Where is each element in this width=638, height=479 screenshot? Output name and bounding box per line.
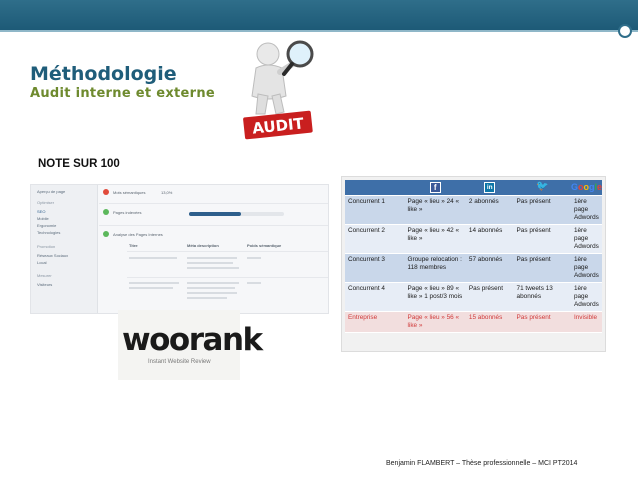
sidebar-item[interactable]: SEO (37, 209, 46, 214)
slide-title: Méthodologie (30, 63, 177, 85)
linkedin-value: Pas présent (466, 283, 514, 312)
status-ok-icon (103, 231, 109, 237)
audit-badge-text: AUDIT (251, 114, 305, 138)
table-cell (187, 282, 239, 284)
sidebar-item[interactable]: Réseaux Sociaux (37, 253, 69, 258)
twitter-icon: 🐦 (536, 181, 549, 193)
google-value: 1ère page Adwords (571, 283, 602, 312)
table-row (345, 196, 602, 225)
woorank-sidebar (31, 185, 98, 313)
indexed-progress-fill (189, 212, 241, 216)
sidebar-item[interactable]: Visiteurs (37, 282, 53, 287)
header-blank-cell (345, 180, 405, 196)
table-cell (129, 287, 173, 289)
twitter-value: Pas présent (514, 312, 571, 333)
google-value: 1ère page Adwords (571, 225, 602, 254)
table-cell (129, 282, 179, 284)
facebook-value: Page « lieu » 56 « like » (405, 312, 466, 333)
woorank-logo: woorank (122, 322, 262, 358)
woorank-main-panel (99, 185, 328, 313)
linkedin-icon: in (484, 182, 495, 193)
col-header: Titre (129, 243, 138, 248)
company-name: Entreprise (345, 312, 405, 333)
table-cell (187, 292, 237, 294)
col-header: Poids sémantique (247, 243, 282, 248)
sidebar-item[interactable]: Ergonomie (37, 223, 57, 228)
table-cell (129, 257, 177, 259)
audit-figure-illustration (238, 34, 318, 144)
google-value: 1ère page Adwords (571, 196, 602, 225)
facebook-value: Page « lieu » 89 « like » 1 post/3 mois (405, 283, 466, 312)
indexed-progress-bar (189, 212, 284, 216)
facebook-value: Page « lieu » 24 « like » (405, 196, 466, 225)
linkedin-value: 14 abonnés (466, 225, 514, 254)
competitor-comparison-table (341, 176, 606, 352)
row-divider (99, 225, 328, 226)
row-divider (127, 251, 328, 252)
sidebar-item[interactable]: Mobile (37, 216, 49, 221)
linkedin-value: 2 abonnés (466, 196, 514, 225)
check-label: Analyse des Pages Internes (113, 232, 163, 237)
competitor-name: Concurrent 3 (345, 254, 405, 283)
check-label: Mots sémantiques (113, 190, 146, 195)
facebook-value: Page « lieu » 42 « like » (405, 225, 466, 254)
table-cell (187, 267, 239, 269)
twitter-value: Pas présent (514, 225, 571, 254)
google-value: 1ère page Adwords (571, 254, 602, 283)
google-icon: Google (570, 181, 602, 192)
header-google (571, 180, 602, 196)
sidebar-item[interactable]: Aperçu de page (37, 189, 66, 194)
table-row (345, 254, 602, 283)
table-row-highlight (345, 312, 602, 333)
twitter-value: Pas présent (514, 254, 571, 283)
note-label: NOTE SUR 100 (38, 158, 120, 170)
sidebar-section: Optimiser (37, 200, 55, 205)
col-header: Méta description (187, 243, 219, 248)
table-cell (247, 257, 261, 259)
table-cell (247, 282, 261, 284)
woorank-tagline: Instant Website Review (148, 359, 211, 365)
check-score: 13,0% (161, 190, 173, 195)
header-twitter (514, 180, 571, 196)
table-cell (187, 262, 233, 264)
table-header-row (345, 180, 602, 196)
facebook-icon: f (430, 182, 441, 193)
sidebar-item[interactable]: Technologies (37, 230, 61, 235)
top-banner (0, 0, 638, 30)
twitter-value: Pas présent (514, 196, 571, 225)
sidebar-item[interactable]: Local (37, 260, 47, 265)
competitor-name: Concurrent 2 (345, 225, 405, 254)
competitor-name: Concurrent 4 (345, 283, 405, 312)
linkedin-value: 57 abonnés (466, 254, 514, 283)
banner-dot (618, 24, 632, 38)
table-row (345, 225, 602, 254)
top-banner-rule (0, 30, 638, 32)
woorank-report-screenshot (30, 184, 329, 314)
slide-footer: Benjamin FLAMBERT – Thèse professionnelle – MCI PT2014 (386, 460, 578, 467)
status-error-icon (103, 189, 109, 195)
table-cell (187, 297, 227, 299)
facebook-value: Groupe relocation : 118 membres (405, 254, 466, 283)
row-divider (127, 277, 328, 278)
woorank-logo-box (118, 310, 262, 380)
row-divider (99, 203, 328, 204)
twitter-value: 71 tweets 13 abonnés (514, 283, 571, 312)
linkedin-value: 15 abonnés (466, 312, 514, 333)
check-label: Pages indexées (113, 210, 142, 215)
slide-subtitle: Audit interne et externe (30, 86, 216, 101)
sidebar-section: Mesurer (37, 273, 52, 278)
competitor-name: Concurrent 1 (345, 196, 405, 225)
table-cell (187, 257, 237, 259)
google-value: Invisible (571, 312, 602, 333)
header-facebook (405, 180, 466, 196)
table-cell (187, 287, 235, 289)
status-ok-icon (103, 209, 109, 215)
header-linkedin (466, 180, 514, 196)
table-row (345, 283, 602, 312)
sidebar-section: Promotion (37, 244, 56, 249)
